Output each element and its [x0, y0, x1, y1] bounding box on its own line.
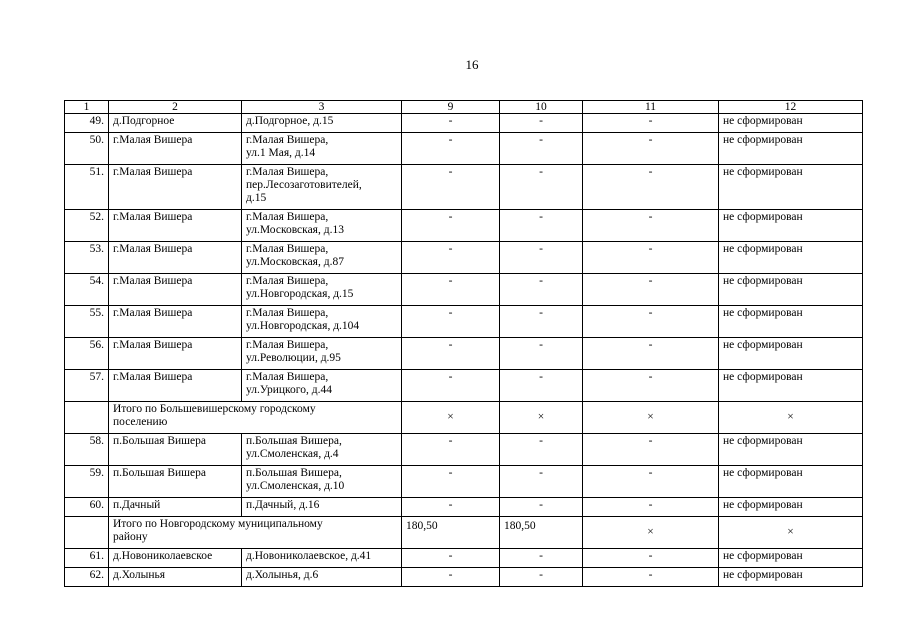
col11-cell: - — [583, 165, 719, 210]
address-line: ул.Урицкого, д.44 — [246, 384, 332, 396]
empty-number-cell — [65, 517, 109, 549]
total-label-cell — [109, 517, 402, 549]
col10-cell: - — [500, 568, 583, 587]
table-row — [65, 114, 863, 133]
address-line: ул.Смоленская, д.4 — [246, 448, 339, 460]
col9-cell: × — [402, 402, 500, 434]
settlement-cell: п.Большая Вишера — [109, 434, 242, 466]
col11-cell: - — [583, 274, 719, 306]
col10-cell: - — [500, 549, 583, 568]
address-line: д.Новониколаевское, д.41 — [246, 550, 372, 562]
total-label-line: району — [113, 531, 148, 543]
status-cell: не сформирован — [719, 242, 863, 274]
row-number-cell: 62. — [65, 568, 109, 587]
settlement-cell: д.Холынья — [109, 568, 242, 587]
address-cell — [242, 274, 402, 306]
table-row — [65, 549, 863, 568]
col9-cell: - — [402, 466, 500, 498]
col9-cell: - — [402, 114, 500, 133]
col9-cell: - — [402, 370, 500, 402]
col11-cell: - — [583, 242, 719, 274]
total-label-line: Итого по Новгородскому муниципальному — [113, 518, 323, 530]
address-line: ул.Новгородская, д.15 — [246, 288, 354, 300]
address-line: ул.Новгородская, д.104 — [246, 320, 360, 332]
address-cell — [242, 568, 402, 587]
settlement-cell: г.Малая Вишера — [109, 338, 242, 370]
address-cell — [242, 549, 402, 568]
row-number-cell: 53. — [65, 242, 109, 274]
table-row — [65, 274, 863, 306]
address-line: ул.Московская, д.13 — [246, 224, 344, 236]
row-number-cell: 50. — [65, 133, 109, 165]
address-cell — [242, 338, 402, 370]
row-number-cell: 54. — [65, 274, 109, 306]
address-cell — [242, 242, 402, 274]
settlement-cell: г.Малая Вишера — [109, 242, 242, 274]
col10-cell: - — [500, 338, 583, 370]
col10-cell: - — [500, 210, 583, 242]
col11-cell: - — [583, 498, 719, 517]
address-line: д.15 — [246, 192, 267, 204]
col9-cell: - — [402, 434, 500, 466]
status-cell: не сформирован — [719, 165, 863, 210]
col11-cell: - — [583, 568, 719, 587]
row-number-cell: 58. — [65, 434, 109, 466]
row-number-cell: 52. — [65, 210, 109, 242]
col11-cell: - — [583, 466, 719, 498]
row-number-cell: 61. — [65, 549, 109, 568]
total-label-cell — [109, 402, 402, 434]
settlement-cell: г.Малая Вишера — [109, 210, 242, 242]
address-line: ул.Революции, д.95 — [246, 352, 341, 364]
address-cell — [242, 114, 402, 133]
col9-cell: - — [402, 549, 500, 568]
total-label-line: Итого по Большевишерскому городскому — [113, 403, 316, 415]
address-cell — [242, 133, 402, 165]
address-line: ул.Московская, д.87 — [246, 256, 344, 268]
row-number-cell: 55. — [65, 306, 109, 338]
status-cell: не сформирован — [719, 338, 863, 370]
settlement-cell: г.Малая Вишера — [109, 274, 242, 306]
row-number-cell: 51. — [65, 165, 109, 210]
table-row — [65, 210, 863, 242]
col11-cell: - — [583, 114, 719, 133]
status-cell: не сформирован — [719, 114, 863, 133]
col9-cell: - — [402, 274, 500, 306]
col10-cell: - — [500, 133, 583, 165]
col9-cell: - — [402, 498, 500, 517]
address-line: п.Дачный, д.16 — [246, 499, 320, 511]
address-line: г.Малая Вишера, — [246, 339, 329, 351]
col9-cell: 180,50 — [402, 517, 500, 549]
table-row — [65, 165, 863, 210]
table-row — [65, 338, 863, 370]
settlement-cell: д.Новониколаевское — [109, 549, 242, 568]
col9-cell: - — [402, 133, 500, 165]
total-row — [65, 517, 863, 549]
address-cell — [242, 434, 402, 466]
col10-cell: 180,50 — [500, 517, 583, 549]
table-row — [65, 370, 863, 402]
status-cell: не сформирован — [719, 210, 863, 242]
address-cell — [242, 306, 402, 338]
col11-cell: - — [583, 338, 719, 370]
address-line: пер.Лесозаготовителей, — [246, 179, 362, 191]
address-line: п.Большая Вишера, — [246, 467, 342, 479]
address-line: г.Малая Вишера, — [246, 166, 329, 178]
address-line: г.Малая Вишера, — [246, 134, 329, 146]
table-row — [65, 242, 863, 274]
col9-cell: - — [402, 210, 500, 242]
address-cell — [242, 165, 402, 210]
address-line: г.Малая Вишера, — [246, 211, 329, 223]
row-number-cell: 60. — [65, 498, 109, 517]
col10-cell: - — [500, 434, 583, 466]
col11-cell: - — [583, 210, 719, 242]
address-line: г.Малая Вишера, — [246, 307, 329, 319]
address-line: г.Малая Вишера, — [246, 275, 329, 287]
col10-cell: - — [500, 466, 583, 498]
col10-cell: - — [500, 370, 583, 402]
col9-cell: - — [402, 568, 500, 587]
address-line: ул.Смоленская, д.10 — [246, 480, 345, 492]
address-line: д.Холынья, д.6 — [246, 569, 319, 581]
column-header: 2 — [109, 101, 242, 114]
status-cell: не сформирован — [719, 466, 863, 498]
table-row — [65, 466, 863, 498]
col9-cell: - — [402, 306, 500, 338]
col11-cell: - — [583, 370, 719, 402]
col10-cell: - — [500, 498, 583, 517]
total-row — [65, 402, 863, 434]
page-number: 16 — [465, 57, 479, 72]
address-cell — [242, 498, 402, 517]
table-row — [65, 434, 863, 466]
row-number-cell: 59. — [65, 466, 109, 498]
col10-cell: × — [500, 402, 583, 434]
table-row — [65, 306, 863, 338]
settlement-cell: г.Малая Вишера — [109, 165, 242, 210]
address-cell — [242, 210, 402, 242]
status-cell: не сформирован — [719, 434, 863, 466]
settlement-cell: д.Подгорное — [109, 114, 242, 133]
col11-cell: × — [583, 517, 719, 549]
table-row — [65, 133, 863, 165]
column-header: 9 — [402, 101, 500, 114]
table-header-row — [65, 101, 863, 114]
settlement-cell: п.Большая Вишера — [109, 466, 242, 498]
col11-cell: - — [583, 434, 719, 466]
address-line: д.Подгорное, д.15 — [246, 115, 334, 127]
status-cell: не сформирован — [719, 549, 863, 568]
empty-number-cell — [65, 402, 109, 434]
col11-cell: × — [583, 402, 719, 434]
address-line: п.Большая Вишера, — [246, 435, 342, 447]
address-line: г.Малая Вишера, — [246, 243, 329, 255]
col12-cell: × — [719, 402, 863, 434]
column-header: 10 — [500, 101, 583, 114]
settlement-cell: г.Малая Вишера — [109, 306, 242, 338]
status-cell: не сформирован — [719, 306, 863, 338]
col10-cell: - — [500, 274, 583, 306]
col9-cell: - — [402, 165, 500, 210]
address-line: г.Малая Вишера, — [246, 371, 329, 383]
col10-cell: - — [500, 114, 583, 133]
col9-cell: - — [402, 338, 500, 370]
table-row — [65, 498, 863, 517]
row-number-cell: 56. — [65, 338, 109, 370]
address-cell — [242, 466, 402, 498]
column-header: 3 — [242, 101, 402, 114]
col11-cell: - — [583, 133, 719, 165]
col10-cell: - — [500, 165, 583, 210]
col10-cell: - — [500, 306, 583, 338]
column-header: 11 — [583, 101, 719, 114]
settlement-cell: п.Дачный — [109, 498, 242, 517]
col9-cell: - — [402, 242, 500, 274]
row-number-cell: 49. — [65, 114, 109, 133]
col10-cell: - — [500, 242, 583, 274]
col12-cell: × — [719, 517, 863, 549]
column-header: 1 — [65, 101, 109, 114]
status-cell: не сформирован — [719, 274, 863, 306]
total-label-line: поселению — [113, 416, 168, 428]
table-body — [65, 114, 863, 587]
settlement-cell: г.Малая Вишера — [109, 133, 242, 165]
table-row — [65, 568, 863, 587]
status-cell: не сформирован — [719, 498, 863, 517]
address-cell — [242, 370, 402, 402]
col11-cell: - — [583, 306, 719, 338]
status-cell: не сформирован — [719, 568, 863, 587]
status-cell: не сформирован — [719, 133, 863, 165]
row-number-cell: 57. — [65, 370, 109, 402]
address-line: ул.1 Мая, д.14 — [246, 147, 316, 159]
column-header: 12 — [719, 101, 863, 114]
col11-cell: - — [583, 549, 719, 568]
housing-table — [64, 100, 863, 587]
status-cell: не сформирован — [719, 370, 863, 402]
settlement-cell: г.Малая Вишера — [109, 370, 242, 402]
